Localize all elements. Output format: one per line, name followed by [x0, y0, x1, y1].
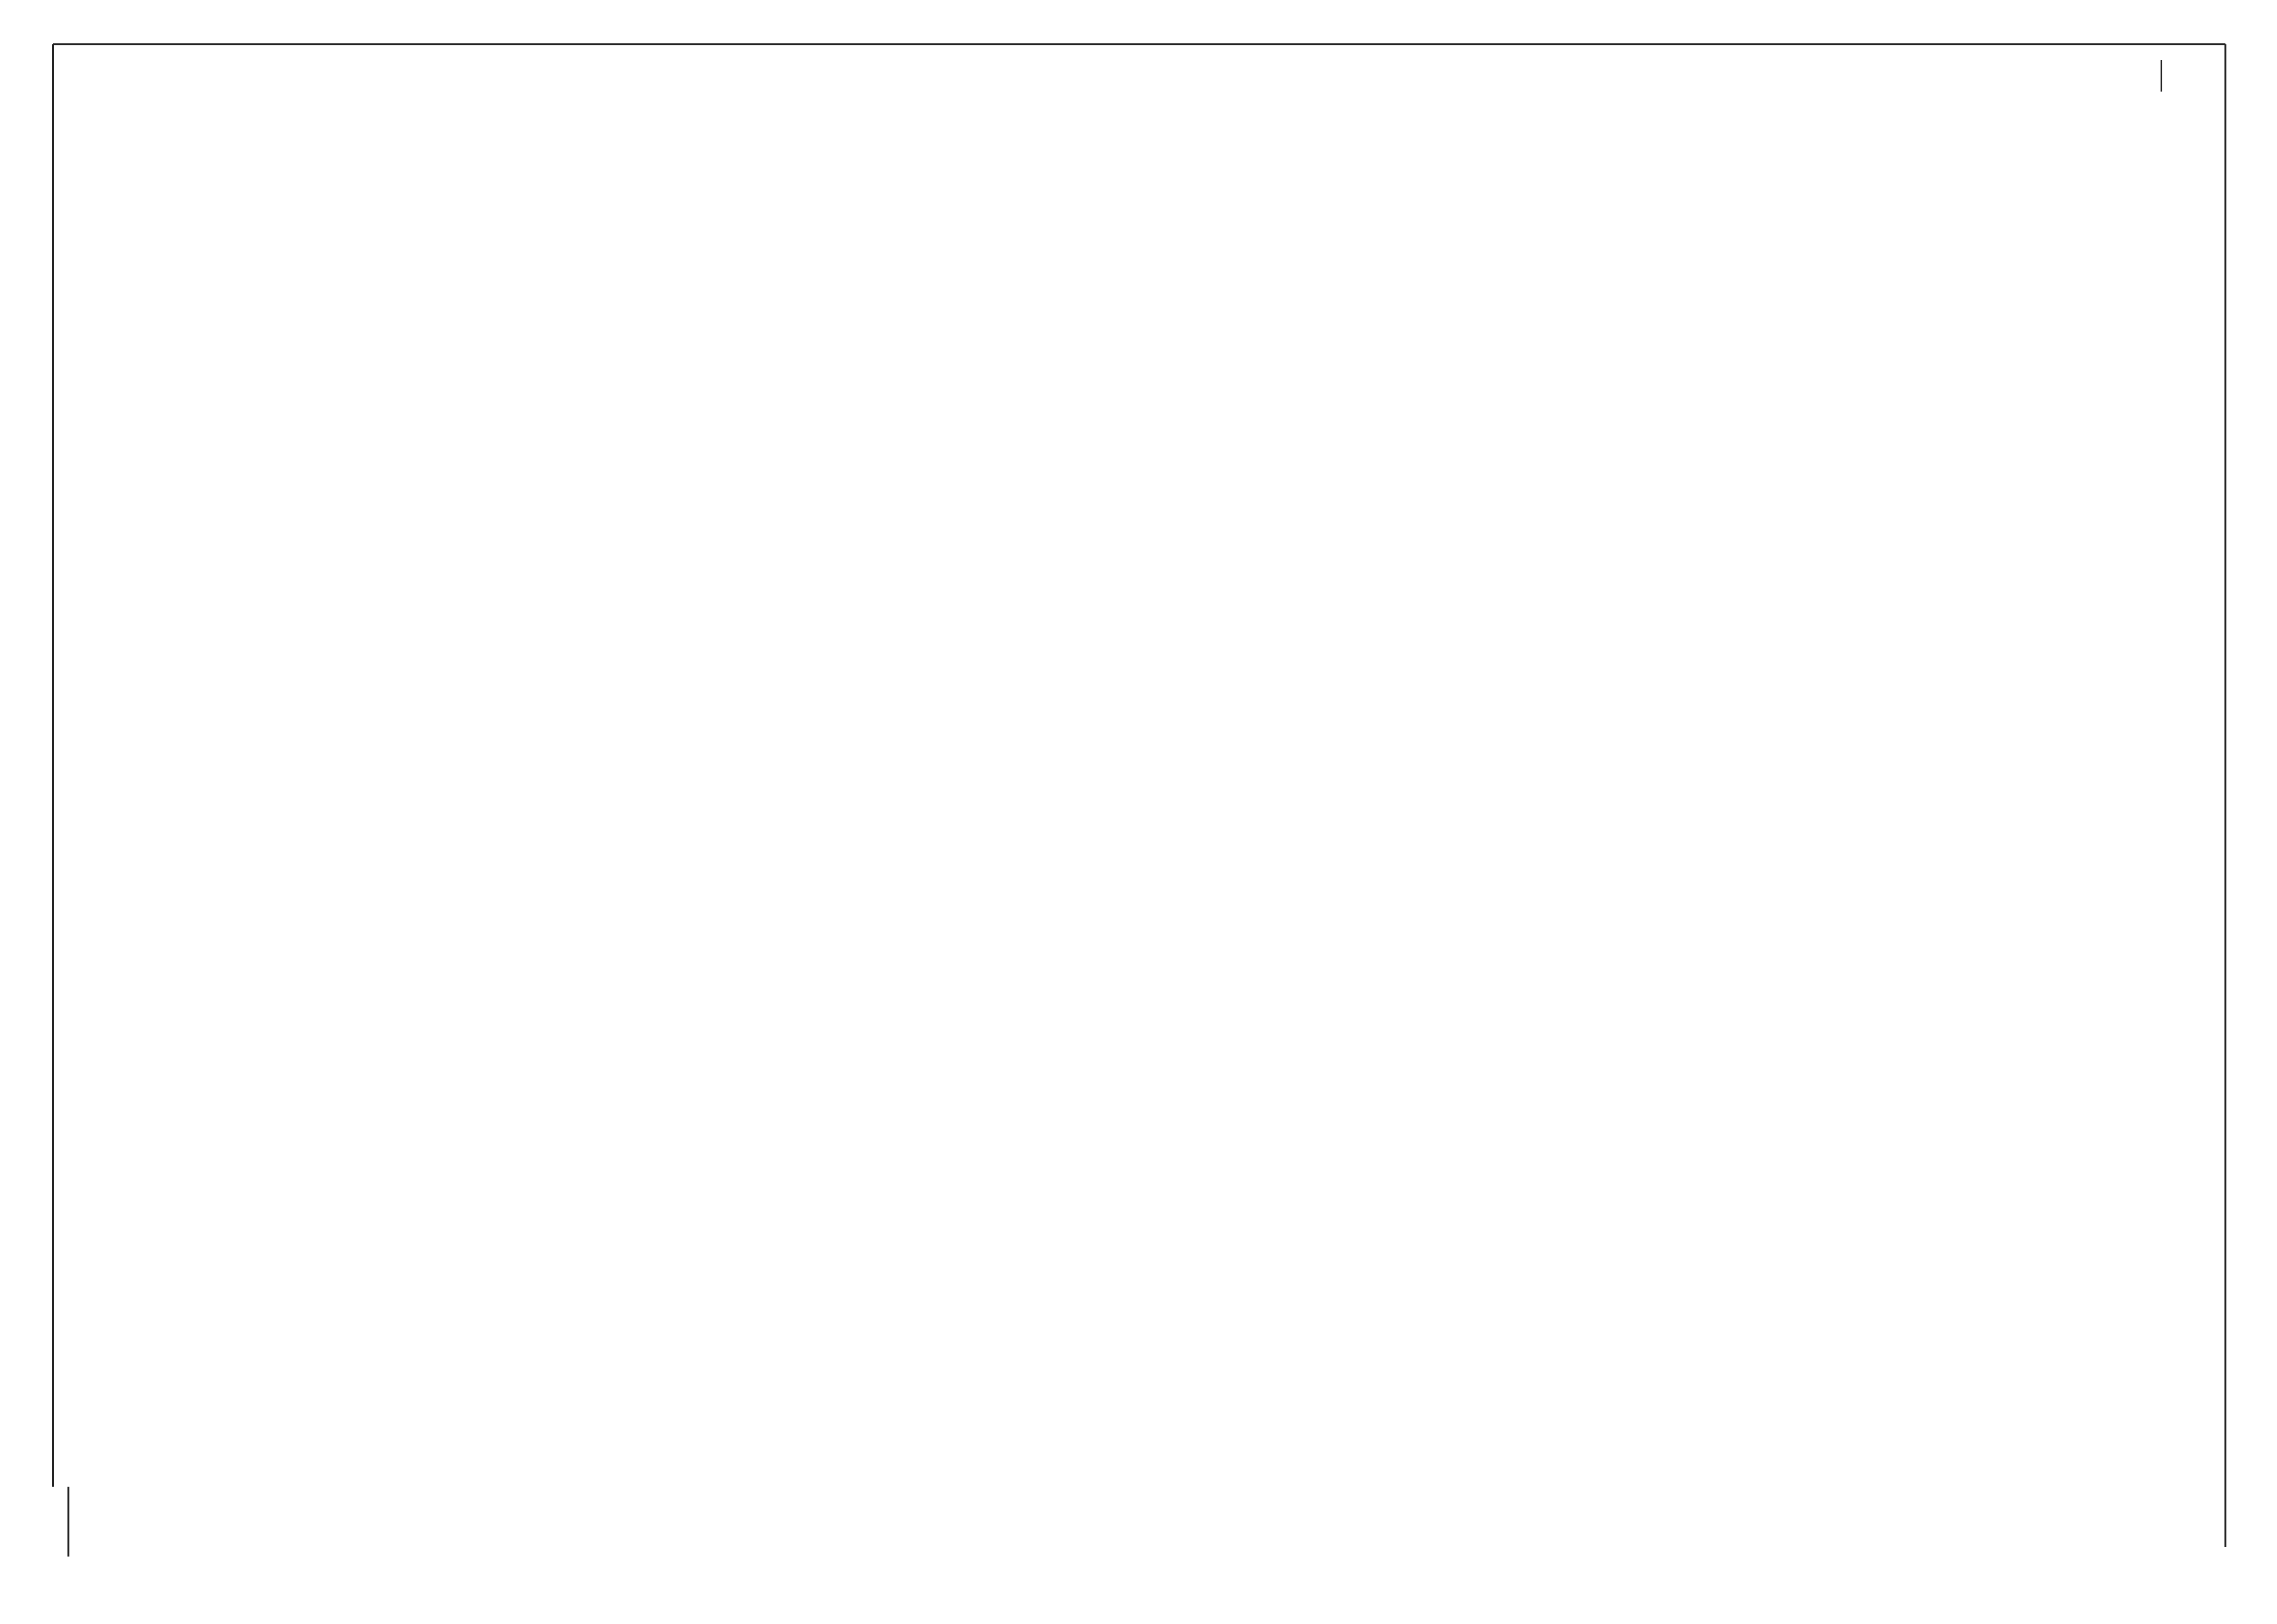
page-border [53, 44, 2225, 1557]
